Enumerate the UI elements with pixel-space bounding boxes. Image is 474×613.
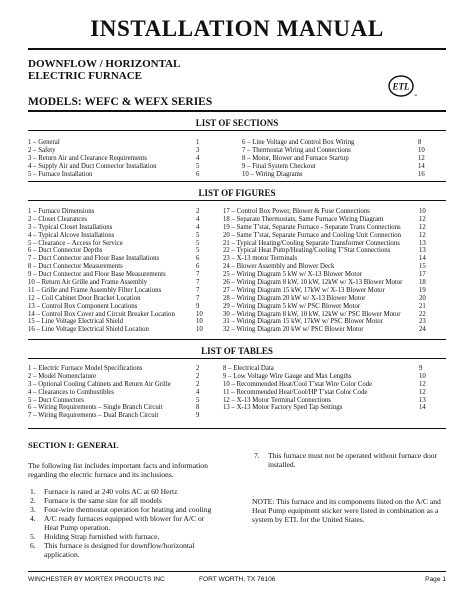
- sections-bottom-rule: [28, 181, 446, 182]
- entry-page-number: 1: [196, 139, 200, 146]
- entry-label: 23 – X-13 motor Terminals: [223, 255, 298, 263]
- list-entry: [223, 287, 446, 295]
- entry-label: 8 – Duct Connector Measurements: [28, 263, 123, 271]
- entry-page-number: 17: [419, 271, 426, 279]
- entry-label: 8 – Electrical Data: [223, 365, 274, 372]
- list-entry: [28, 240, 213, 248]
- general-list-text: This furnace is designed for downflow/horizontal application.: [44, 541, 195, 559]
- entry-label: 8 – Motor, Blower and Furnace Startup: [242, 154, 349, 162]
- list-entry: [28, 255, 213, 263]
- entry-page-number: 22: [419, 310, 426, 318]
- entry-label: 7 – Thermostat Wiring and Connections: [242, 146, 351, 154]
- tables-rule: [28, 358, 446, 359]
- entry-page-number: 2: [196, 365, 200, 372]
- list-entry: [223, 271, 446, 279]
- entry-page-number: 4: [196, 215, 200, 223]
- sections-right-list: [242, 139, 446, 178]
- entry-page-number: 9: [196, 302, 200, 310]
- entry-label: 4 – Typical Alcove Installations: [28, 231, 115, 239]
- entry-label: 3 – Typical Closet Installations: [28, 223, 113, 231]
- entry-page-number: 15: [419, 263, 426, 271]
- entry-page-number: 20: [419, 294, 426, 302]
- entry-label: 14 – Control Box Cover and Circuit Breaker Location: [28, 310, 175, 318]
- entry-label: 29 – Wiring Diagram 5 kW w/ PSC Blower Motor: [223, 302, 361, 310]
- list-entry: [223, 295, 446, 303]
- list-entry: [28, 271, 213, 279]
- figures-right-list: [223, 208, 446, 334]
- list-of-figures-heading: LIST OF FIGURES: [198, 188, 276, 198]
- entry-page-number: 4: [196, 154, 200, 162]
- entry-page-number: 10: [196, 310, 203, 318]
- entry-label: 13 – Control Box Component Locations: [28, 302, 138, 310]
- list-entry: [242, 155, 446, 163]
- entry-label: 7 – Duct Connector and Floor Base Installations: [28, 255, 160, 263]
- entry-label: 12 – Coil Cabinet Door Bracket Location: [28, 294, 141, 302]
- list-entry: [242, 147, 446, 155]
- entry-page-number: 2: [196, 372, 200, 380]
- list-entry: [242, 163, 446, 171]
- entry-page-number: 9: [196, 412, 200, 420]
- entry-page-number: 12: [419, 223, 426, 231]
- list-entry: [28, 216, 213, 224]
- entry-page-number: 7: [196, 294, 200, 302]
- general-item-7-number: 7.: [254, 451, 260, 460]
- entry-label: 26 – Wiring Diagram 8 kW, 10 kW, 12kW w/ X-13 Blower Motor: [223, 279, 403, 287]
- entry-page-number: 9: [419, 365, 423, 372]
- entry-page-number: 12: [419, 215, 426, 223]
- entry-label: 5 – Clearance – Access for Service: [28, 239, 123, 247]
- document-title: INSTALLATION MANUAL: [90, 16, 384, 41]
- list-entry: [223, 326, 446, 334]
- list-of-tables-heading: LIST OF TABLES: [201, 346, 273, 356]
- entry-page-number: 7: [196, 286, 200, 294]
- entry-page-number: 14: [419, 404, 426, 412]
- list-entry: [28, 147, 213, 155]
- entry-label: 9 – Duct Connector and Floor Base Measurements: [28, 271, 166, 279]
- entry-page-number: 5: [196, 239, 200, 247]
- entry-page-number: 19: [419, 286, 426, 294]
- general-list-number: 1.: [30, 487, 36, 496]
- list-entry: [28, 287, 213, 295]
- general-item-7-text: This furnace must not be operated without furnace door installed.: [268, 451, 438, 469]
- entry-page-number: 5: [196, 162, 200, 170]
- footer-location: FORT WORTH, TX 76106: [199, 576, 276, 583]
- list-entry: [223, 240, 446, 248]
- entry-page-number: 14: [418, 162, 425, 170]
- figures-rule: [28, 200, 446, 201]
- general-list-item: [30, 541, 220, 559]
- entry-label: 20 – Same T’stat, Separate Furnace and Cooling Unit Connection: [223, 231, 402, 239]
- models-rule: [28, 110, 446, 112]
- general-list-item: [30, 514, 220, 532]
- general-list-item: [30, 505, 220, 514]
- list-entry: [223, 365, 435, 373]
- list-entry: [242, 139, 446, 147]
- entry-page-number: 6: [196, 170, 200, 178]
- general-list-text: Holding Strap furnished with furnace.: [44, 532, 160, 541]
- entry-page-number: 4: [196, 388, 200, 396]
- entry-page-number: 5: [196, 247, 200, 255]
- entry-page-number: 8: [196, 404, 200, 412]
- footer-company: WINCHESTER BY MORTEX PRODUCTS INC: [28, 576, 165, 583]
- list-entry: [223, 373, 435, 381]
- list-entry: [242, 171, 446, 179]
- list-entry: [223, 381, 435, 389]
- entry-label: 28 – Wiring Diagram 20 kW w/ X-13 Blower Motor: [223, 294, 366, 302]
- list-of-sections-heading: LIST OF SECTIONS: [195, 118, 279, 128]
- entry-label: 1 – Furnace Dimensions: [28, 208, 95, 215]
- list-entry: [223, 318, 446, 326]
- tables-bottom-rule: [28, 428, 446, 429]
- entry-page-number: 12: [419, 231, 426, 239]
- entry-page-number: 12: [419, 388, 426, 396]
- entry-page-number: 24: [419, 326, 426, 334]
- list-entry: [28, 295, 213, 303]
- list-entry: [223, 263, 446, 271]
- general-note: NOTE: This furnace and its components listed on the A/C and Heat Pump equipment sticker were listed in combination as a system by ETL for the United States.: [252, 497, 441, 524]
- list-entry: [28, 263, 213, 271]
- entry-label: 3 – Optional Cooling Cabinets and Return Air Grille: [28, 380, 171, 388]
- entry-label: 5 – Furnace Installation: [28, 170, 93, 178]
- entry-label: 4 – Supply Air and Duct Connector Installation: [28, 162, 157, 170]
- entry-page-number: 13: [419, 247, 426, 255]
- entry-label: 24 – Blower Assembly and Blower Deck: [223, 263, 335, 271]
- list-entry: [28, 247, 213, 255]
- entry-label: 10 – Recommended Heat/Cool T’stat Wire Color Code: [223, 380, 373, 388]
- tables-right-list: [223, 365, 435, 412]
- list-entry: [223, 208, 446, 216]
- entry-label: 1 – General: [28, 139, 60, 146]
- entry-page-number: 12: [418, 154, 425, 162]
- list-entry: [28, 404, 213, 412]
- entry-label: 22 – Typical Heat Pump/Heating/Cooling T’Stat Connections: [223, 247, 391, 255]
- entry-label: 9 – Low Voltage Wire Gauge and Max Lengths: [223, 372, 352, 380]
- etl-logo-text: ETL: [392, 81, 410, 92]
- general-item-7: [254, 451, 444, 469]
- list-entry: [223, 279, 446, 287]
- entry-label: 11 – Recommended Heat/Cool/HP T’stat Color Code: [223, 388, 368, 396]
- general-list-text: A/C ready furnaces equipped with blower for A/C or Heat Pump operation.: [44, 514, 205, 532]
- entry-label: 2 – Closet Clearances: [28, 215, 88, 223]
- svg-text:us: us: [414, 93, 417, 97]
- list-entry: [28, 365, 213, 373]
- general-list: [30, 487, 220, 559]
- list-entry: [28, 303, 213, 311]
- entry-page-number: 10: [419, 208, 426, 215]
- entry-page-number: 16: [418, 170, 425, 178]
- list-entry: [28, 326, 213, 334]
- entry-label: 3 – Return Air and Clearance Requirements: [28, 154, 147, 162]
- general-list-number: 3.: [30, 505, 36, 514]
- entry-label: 6 – Wiring Requirements – Single Branch Circuit: [28, 404, 163, 412]
- entry-page-number: 8: [418, 139, 422, 146]
- subtitle-line-1: DOWNFLOW / HORIZONTAL: [28, 58, 181, 70]
- list-entry: [223, 232, 446, 240]
- entry-label: 21 – Typical Heating/Cooling Separate Transformer Connections: [223, 239, 400, 247]
- entry-page-number: 5: [196, 231, 200, 239]
- entry-page-number: 6: [196, 263, 200, 271]
- entry-label: 12 – X-13 Motor Terminal Connections: [223, 396, 331, 404]
- entry-label: 27 – Wiring Diagram 15 kW, 17kW w/ X-13 Blower Motor: [223, 286, 385, 294]
- list-entry: [223, 389, 435, 397]
- general-list-item: [30, 487, 220, 496]
- figures-left-list: [28, 208, 213, 334]
- entry-label: 6 – Duct Connector Depths: [28, 247, 103, 255]
- entry-page-number: 6: [196, 255, 200, 263]
- entry-page-number: 23: [419, 318, 426, 326]
- list-entry: [28, 412, 213, 420]
- list-entry: [223, 397, 435, 405]
- list-entry: [223, 247, 446, 255]
- figures-bottom-rule: [28, 339, 446, 340]
- entry-label: 10 – Return Air Grille and Frame Assembly: [28, 279, 148, 287]
- sections-left-list: [28, 139, 213, 178]
- entry-label: 32 – Wiring Diagram 20 kW w/ PSC Blower Motor: [223, 326, 364, 334]
- entry-label: 15 – Line Voltage Electrical Shield: [28, 318, 124, 326]
- entry-label: 5 – Duct Connectors: [28, 396, 85, 404]
- list-entry: [223, 311, 446, 319]
- entry-label: 13 – X-13 Motor Factory Sped Tap Settings: [223, 404, 343, 412]
- list-entry: [28, 171, 213, 179]
- entry-page-number: 18: [419, 279, 426, 287]
- general-list-text: Furnace is the same size for all models: [44, 496, 162, 505]
- list-entry: [223, 404, 435, 412]
- entry-label: 1 – Electric Furnace Model Specifications: [28, 365, 143, 372]
- entry-page-number: 10: [419, 372, 426, 380]
- entry-label: 19 – Same T’stat, Separate Furnace - Separate Trans Connections: [223, 223, 401, 231]
- entry-label: 6 – Line Voltage and Control Box Wiring: [242, 139, 355, 146]
- title-rule: [28, 48, 446, 50]
- list-entry: [28, 224, 213, 232]
- general-list-number: 5.: [30, 532, 36, 541]
- footer-page-number: Page 1: [425, 576, 446, 583]
- list-entry: [223, 216, 446, 224]
- list-entry: [223, 224, 446, 232]
- entry-page-number: 21: [419, 302, 426, 310]
- list-entry: [28, 397, 213, 405]
- sections-rule: [28, 130, 446, 131]
- entry-label: 2 – Model Nomenclature: [28, 372, 97, 380]
- entry-label: 17 – Control Box Power, Blower & Fuse Connections: [223, 208, 370, 215]
- entry-label: 11 – Grille and Frame Assembly Filter Locations: [28, 286, 162, 294]
- entry-label: 16 – Line Voltage Electrical Shield Location: [28, 326, 149, 334]
- entry-label: 10 – Wiring Diagrams: [242, 170, 303, 178]
- entry-page-number: 5: [196, 396, 200, 404]
- entry-page-number: 7: [196, 271, 200, 279]
- subtitle-line-2: ELECTRIC FURNACE: [28, 70, 142, 82]
- entry-label: 9 – Final System Checkout: [242, 162, 316, 170]
- entry-label: 4 – Clearances to Combustibles: [28, 388, 115, 396]
- entry-label: 2 – Safety: [28, 146, 56, 154]
- list-entry: [28, 318, 213, 326]
- entry-page-number: 2: [196, 208, 200, 215]
- list-entry: [28, 373, 213, 381]
- entry-page-number: 10: [196, 326, 203, 334]
- entry-page-number: 7: [196, 279, 200, 287]
- list-entry: [28, 139, 213, 147]
- list-entry: [28, 163, 213, 171]
- entry-label: 30 – Wiring Diagram 8 kW, 10 kW, 12kW w/ PSC Blower Motor: [223, 310, 401, 318]
- entry-page-number: 13: [419, 396, 426, 404]
- entry-page-number: 2: [196, 380, 200, 388]
- list-entry: [28, 389, 213, 397]
- list-entry: [28, 311, 213, 319]
- list-entry: [223, 255, 446, 263]
- entry-page-number: 3: [196, 146, 200, 154]
- general-list-number: 4.: [30, 514, 36, 523]
- list-entry: [28, 232, 213, 240]
- general-list-item: [30, 496, 220, 505]
- entry-label: 31 – Wiring Diagram 15 kW, 17kW w/ PSC Blower Motor: [223, 318, 383, 326]
- general-list-text: Four-wire thermostat operation for heating and cooling: [44, 505, 212, 514]
- section-general-heading: SECTION I: GENERAL: [28, 440, 119, 450]
- list-entry: [28, 208, 213, 216]
- entry-page-number: 4: [196, 223, 200, 231]
- entry-page-number: 10: [418, 146, 425, 154]
- entry-page-number: 13: [419, 239, 426, 247]
- entry-page-number: 14: [419, 255, 426, 263]
- general-intro: The following list includes important facts and information regarding the electric furnace and its inclusions.: [28, 461, 208, 479]
- general-list-number: 2.: [30, 496, 36, 505]
- tables-left-list: [28, 365, 213, 420]
- footer-rule: [28, 571, 446, 572]
- general-list-number: 6.: [30, 541, 36, 550]
- list-entry: [223, 303, 446, 311]
- models-heading: MODELS: WEFC & WEFX SERIES: [28, 96, 213, 108]
- entry-page-number: 12: [419, 380, 426, 388]
- general-list-item: [30, 532, 220, 541]
- etl-logo: [387, 74, 417, 98]
- entry-label: 18 – Separate Thermostats, Same Furnace Wiring Diagram: [223, 215, 384, 223]
- entry-label: 7 – Wiring Requirements – Dual Branch Circuit: [28, 412, 159, 420]
- list-entry: [28, 279, 213, 287]
- entry-page-number: 10: [196, 318, 203, 326]
- list-entry: [28, 381, 213, 389]
- general-list-text: Furnace is rated at 240 volts AC at 60 Hertz: [44, 487, 178, 496]
- entry-label: 25 – Wiring Diagram 5 kW w/ X-13 Blower Motor: [223, 271, 362, 279]
- list-entry: [28, 155, 213, 163]
